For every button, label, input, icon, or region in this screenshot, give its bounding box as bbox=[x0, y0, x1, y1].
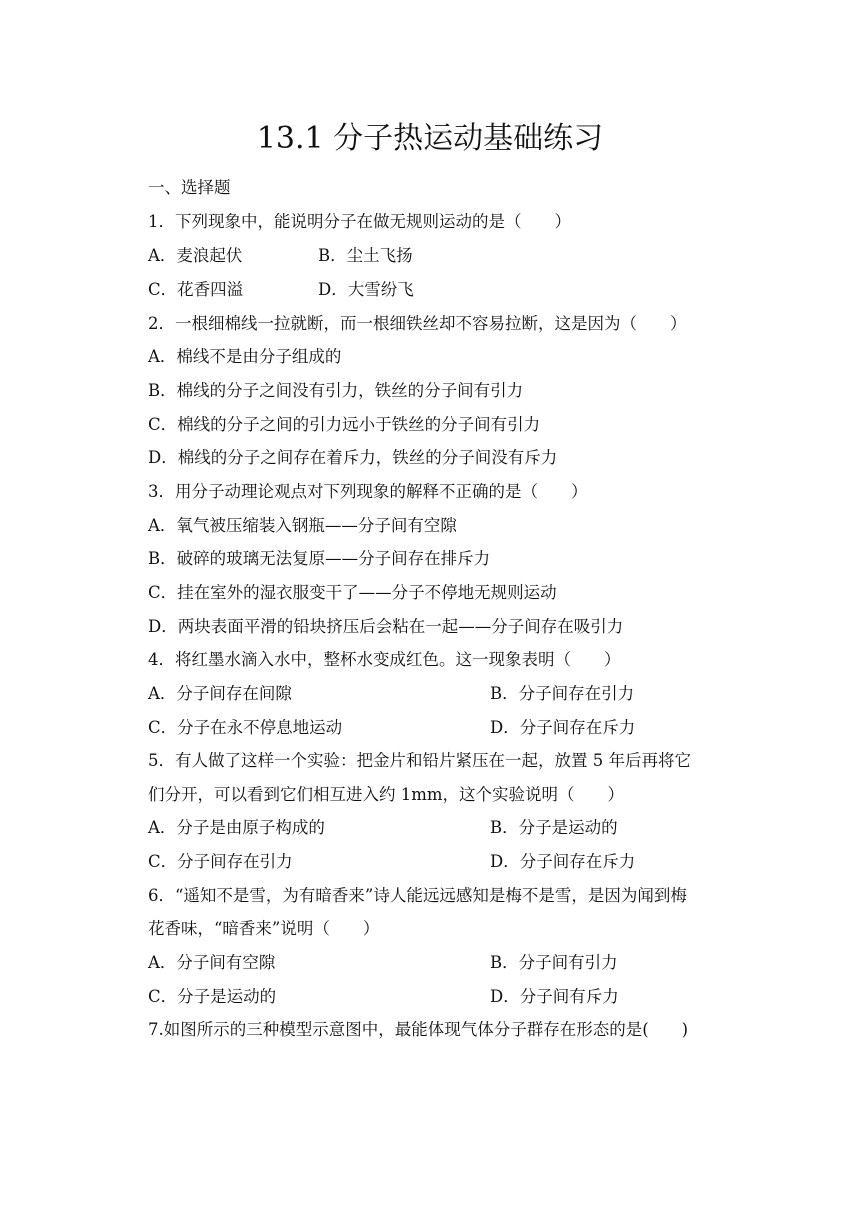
question-4-option-b: B．分子间存在引力 bbox=[490, 684, 635, 703]
question-4-option-d: D．分子间存在斥力 bbox=[490, 718, 636, 737]
question-1-option-a: A．麦浪起伏 bbox=[148, 246, 243, 265]
question-4-option-c: C．分子在永不停息地运动 bbox=[148, 718, 343, 737]
question-3-option-b: B．破碎的玻璃无法复原——分子间存在排斥力 bbox=[148, 549, 491, 568]
question-2-option-a: A．棉线不是由分子组成的 bbox=[148, 347, 342, 366]
question-2-option-d: D．棉线的分子之间存在着斥力，铁丝的分子间没有斥力 bbox=[148, 448, 558, 467]
question-5-stem-line-1: 5．有人做了这样一个实验：把金片和铅片紧压在一起，放置 5 年后再将它 bbox=[148, 751, 691, 770]
question-2-option-b: B．棉线的分子之间没有引力，铁丝的分子间有引力 bbox=[148, 381, 524, 400]
question-6-option-b: B．分子间有引力 bbox=[490, 953, 618, 972]
question-3-option-d: D．两块表面平滑的铅块挤压后会粘在一起——分子间存在吸引力 bbox=[148, 617, 624, 636]
question-3-option-a: A．氧气被压缩装入钢瓶——分子间有空隙 bbox=[148, 516, 457, 535]
question-6-option-a: A．分子间有空隙 bbox=[148, 953, 276, 972]
question-2-stem: 2．一根细棉线一拉就断，而一根细铁丝却不容易拉断，这是因为（ ） bbox=[148, 314, 687, 333]
question-2-option-c: C．棉线的分子之间的引力远小于铁丝的分子间有引力 bbox=[148, 415, 541, 434]
question-1-option-b: B．尘土飞扬 bbox=[318, 246, 413, 265]
question-5-option-b: B．分子是运动的 bbox=[490, 818, 618, 837]
page-title: 13.1 分子热运动基础练习 bbox=[256, 121, 604, 156]
question-4-stem: 4．将红墨水滴入水中，整杯水变成红色。这一现象表明（ ） bbox=[148, 650, 621, 669]
section-heading: 一、选择题 bbox=[148, 178, 231, 197]
question-3-option-c: C．挂在室外的湿衣服变干了——分子不停地无规则运动 bbox=[148, 583, 557, 602]
question-5-option-c: C．分子间存在引力 bbox=[148, 852, 293, 871]
question-5-stem-line-2: 们分开，可以看到它们相互进入约 1mm，这个实验说明（ ） bbox=[148, 785, 625, 804]
question-6-option-d: D．分子间有斥力 bbox=[490, 987, 619, 1006]
question-1-option-c: C．花香四溢 bbox=[148, 280, 244, 299]
question-3-stem: 3．用分子动理论观点对下列现象的解释不正确的是（ ） bbox=[148, 482, 588, 501]
question-6-stem-line-2: 花香味，“暗香来”说明（ ） bbox=[148, 919, 380, 938]
question-7-stem: 7.如图所示的三种模型示意图中，最能体现气体分子群存在形态的是( ) bbox=[148, 1020, 689, 1039]
question-6-stem-line-1: 6．“遥知不是雪，为有暗香来”诗人能远远感知是梅不是雪，是因为闻到梅 bbox=[148, 886, 687, 905]
question-1-option-d: D．大雪纷飞 bbox=[318, 280, 414, 299]
question-1-stem: 1．下列现象中，能说明分子在做无规则运动的是（ ） bbox=[148, 212, 571, 231]
question-4-option-a: A．分子间存在间隙 bbox=[148, 684, 292, 703]
question-5-option-d: D．分子间存在斥力 bbox=[490, 852, 636, 871]
question-5-option-a: A．分子是由原子构成的 bbox=[148, 818, 325, 837]
question-6-option-c: C．分子是运动的 bbox=[148, 987, 277, 1006]
